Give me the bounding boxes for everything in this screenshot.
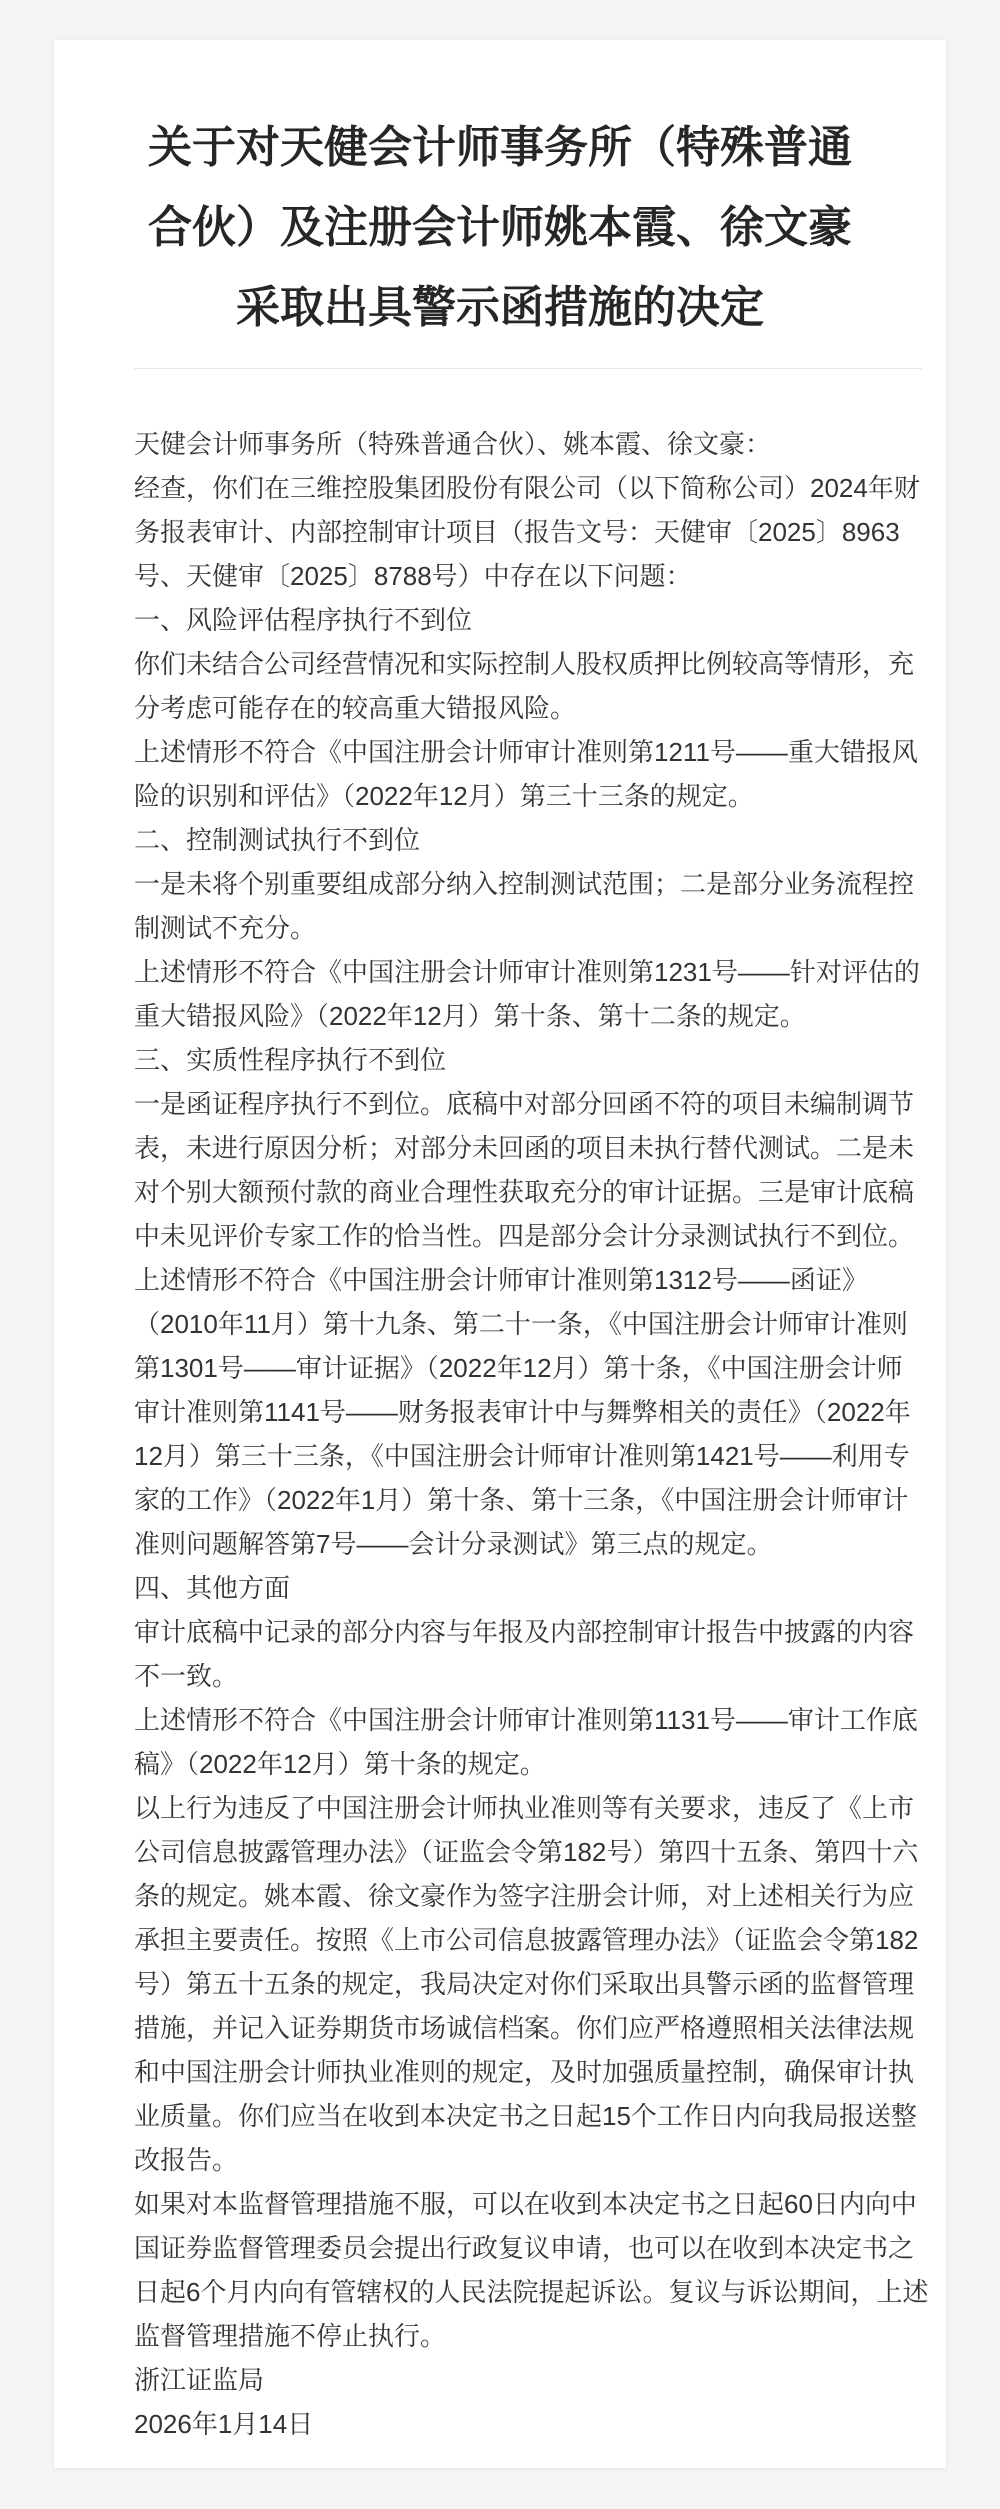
text-line: 以上行为违反了中国注册会计师执业准则等有关要求，违反了《上市 [134, 1793, 915, 1823]
text-line: 上述情形不符合《中国注册会计师审计准则第1231号——针对评估的 [134, 957, 920, 987]
text-line: 稿》（2022年12月）第十条的规定。 [134, 1749, 546, 1779]
text-line: 准则问题解答第7号——会计分录测试》第三点的规定。 [134, 1529, 773, 1559]
text-line: 采取出具警示函措施的决定 [236, 283, 764, 332]
issuer-name: 浙江证监局 [134, 2365, 265, 2395]
text-line: 上述情形不符合《中国注册会计师审计准则第1211号——重大错报风 [134, 737, 918, 767]
text-line: 和中国注册会计师执业准则的规定，及时加强质量控制，确保审计执 [134, 2057, 915, 2087]
text-line: 一、风险评估程序执行不到位 [134, 605, 473, 635]
text-line: 监督管理措施不停止执行。 [134, 2321, 447, 2351]
text-line: 改报告。 [134, 2145, 239, 2175]
text-line: 措施，并记入证券期货市场诚信档案。你们应严格遵照相关法律法规 [134, 2013, 915, 2043]
text-line: 险的识别和评估》（2022年12月）第三十三条的规定。 [134, 781, 754, 811]
text-line: 一是函证程序执行不到位。底稿中对部分回函不符的项目未编制调节 [134, 1089, 915, 1119]
text-line: 号）第五十五条的规定，我局决定对你们采取出具警示函的监督管理 [134, 1969, 915, 1999]
text-line: 合伙）及注册会计师姚本霞、徐文豪 [148, 203, 852, 252]
text-line: 四、其他方面 [134, 1573, 291, 1603]
text-line: 天健会计师事务所（特殊普通合伙）、姚本霞、徐文豪： [134, 429, 772, 459]
text-line: 重大错报风险》（2022年12月）第十条、第十二条的规定。 [134, 1001, 806, 1031]
text-line: 公司信息披露管理办法》（证监会令第182号）第四十五条、第四十六 [134, 1837, 919, 1867]
text-line: （2010年11月）第十九条、第二十一条，《中国注册会计师审计准则 [134, 1309, 908, 1339]
text-line: 中未见评价专家工作的恰当性。四是部分会计分录测试执行不到位。 [134, 1221, 915, 1251]
text-line: 如果对本监督管理措施不服，可以在收到本决定书之日起60日内向中 [134, 2189, 917, 2219]
text-line: 务报表审计、内部控制审计项目（报告文号：天健审〔2025〕8963 [134, 517, 900, 547]
text-line: 审计底稿中记录的部分内容与年报及内部控制审计报告中披露的内容 [134, 1617, 915, 1647]
text-line: 三、实质性程序执行不到位 [134, 1045, 447, 1075]
text-line: 分考虑可能存在的较高重大错报风险。 [134, 693, 577, 723]
title-divider [134, 368, 922, 369]
text-line: 表，未进行原因分析；对部分未回函的项目未执行替代测试。二是未 [134, 1133, 915, 1163]
text-line: 审计准则第1141号——财务报表审计中与舞弊相关的责任》（2022年 [134, 1397, 911, 1427]
document-title [134, 108, 866, 348]
signature-block [134, 2358, 922, 2446]
text-line: 家的工作》（2022年1月）第十条、第十三条，《中国注册会计师审计 [134, 1485, 909, 1515]
text-line: 条的规定。姚本霞、徐文豪作为签字注册会计师，对上述相关行为应 [134, 1881, 915, 1911]
text-line: 不一致。 [134, 1661, 239, 1691]
text-line: 上述情形不符合《中国注册会计师审计准则第1312号——函证》 [134, 1265, 868, 1295]
text-line: 业质量。你们应当在收到本决定书之日起15个工作日内向我局报送整 [134, 2101, 917, 2131]
document-card [54, 40, 946, 2468]
text-line: 制测试不充分。 [134, 913, 317, 943]
text-line: 你们未结合公司经营情况和实际控制人股权质押比例较高等情形，充 [134, 649, 915, 679]
document-date: 2026年1月14日 [134, 2409, 314, 2439]
text-line: 关于对天健会计师事务所（特殊普通 [148, 123, 852, 172]
text-line: 号、天健审〔2025〕8788号）中存在以下问题： [134, 561, 692, 591]
text-line: 二、控制测试执行不到位 [134, 825, 421, 855]
text-line: 国证券监督管理委员会提出行政复议申请，也可以在收到本决定书之 [134, 2233, 915, 2263]
text-line: 对个别大额预付款的商业合理性获取充分的审计证据。三是审计底稿 [134, 1177, 915, 1207]
text-line: 一是未将个别重要组成部分纳入控制测试范围；二是部分业务流程控 [134, 869, 915, 899]
text-line: 经查，你们在三维控股集团股份有限公司（以下简称公司）2024年财 [134, 473, 920, 503]
document-body [134, 422, 929, 2358]
text-line: 上述情形不符合《中国注册会计师审计准则第1131号——审计工作底 [134, 1705, 918, 1735]
text-line: 12月）第三十三条，《中国注册会计师审计准则第1421号——利用专 [134, 1441, 910, 1471]
text-line: 第1301号——审计证据》（2022年12月）第十条，《中国注册会计师 [134, 1353, 903, 1383]
text-line: 日起6个月内向有管辖权的人民法院提起诉讼。复议与诉讼期间，上述 [134, 2277, 929, 2307]
text-line: 承担主要责任。按照《上市公司信息披露管理办法》（证监会令第182 [134, 1925, 919, 1955]
